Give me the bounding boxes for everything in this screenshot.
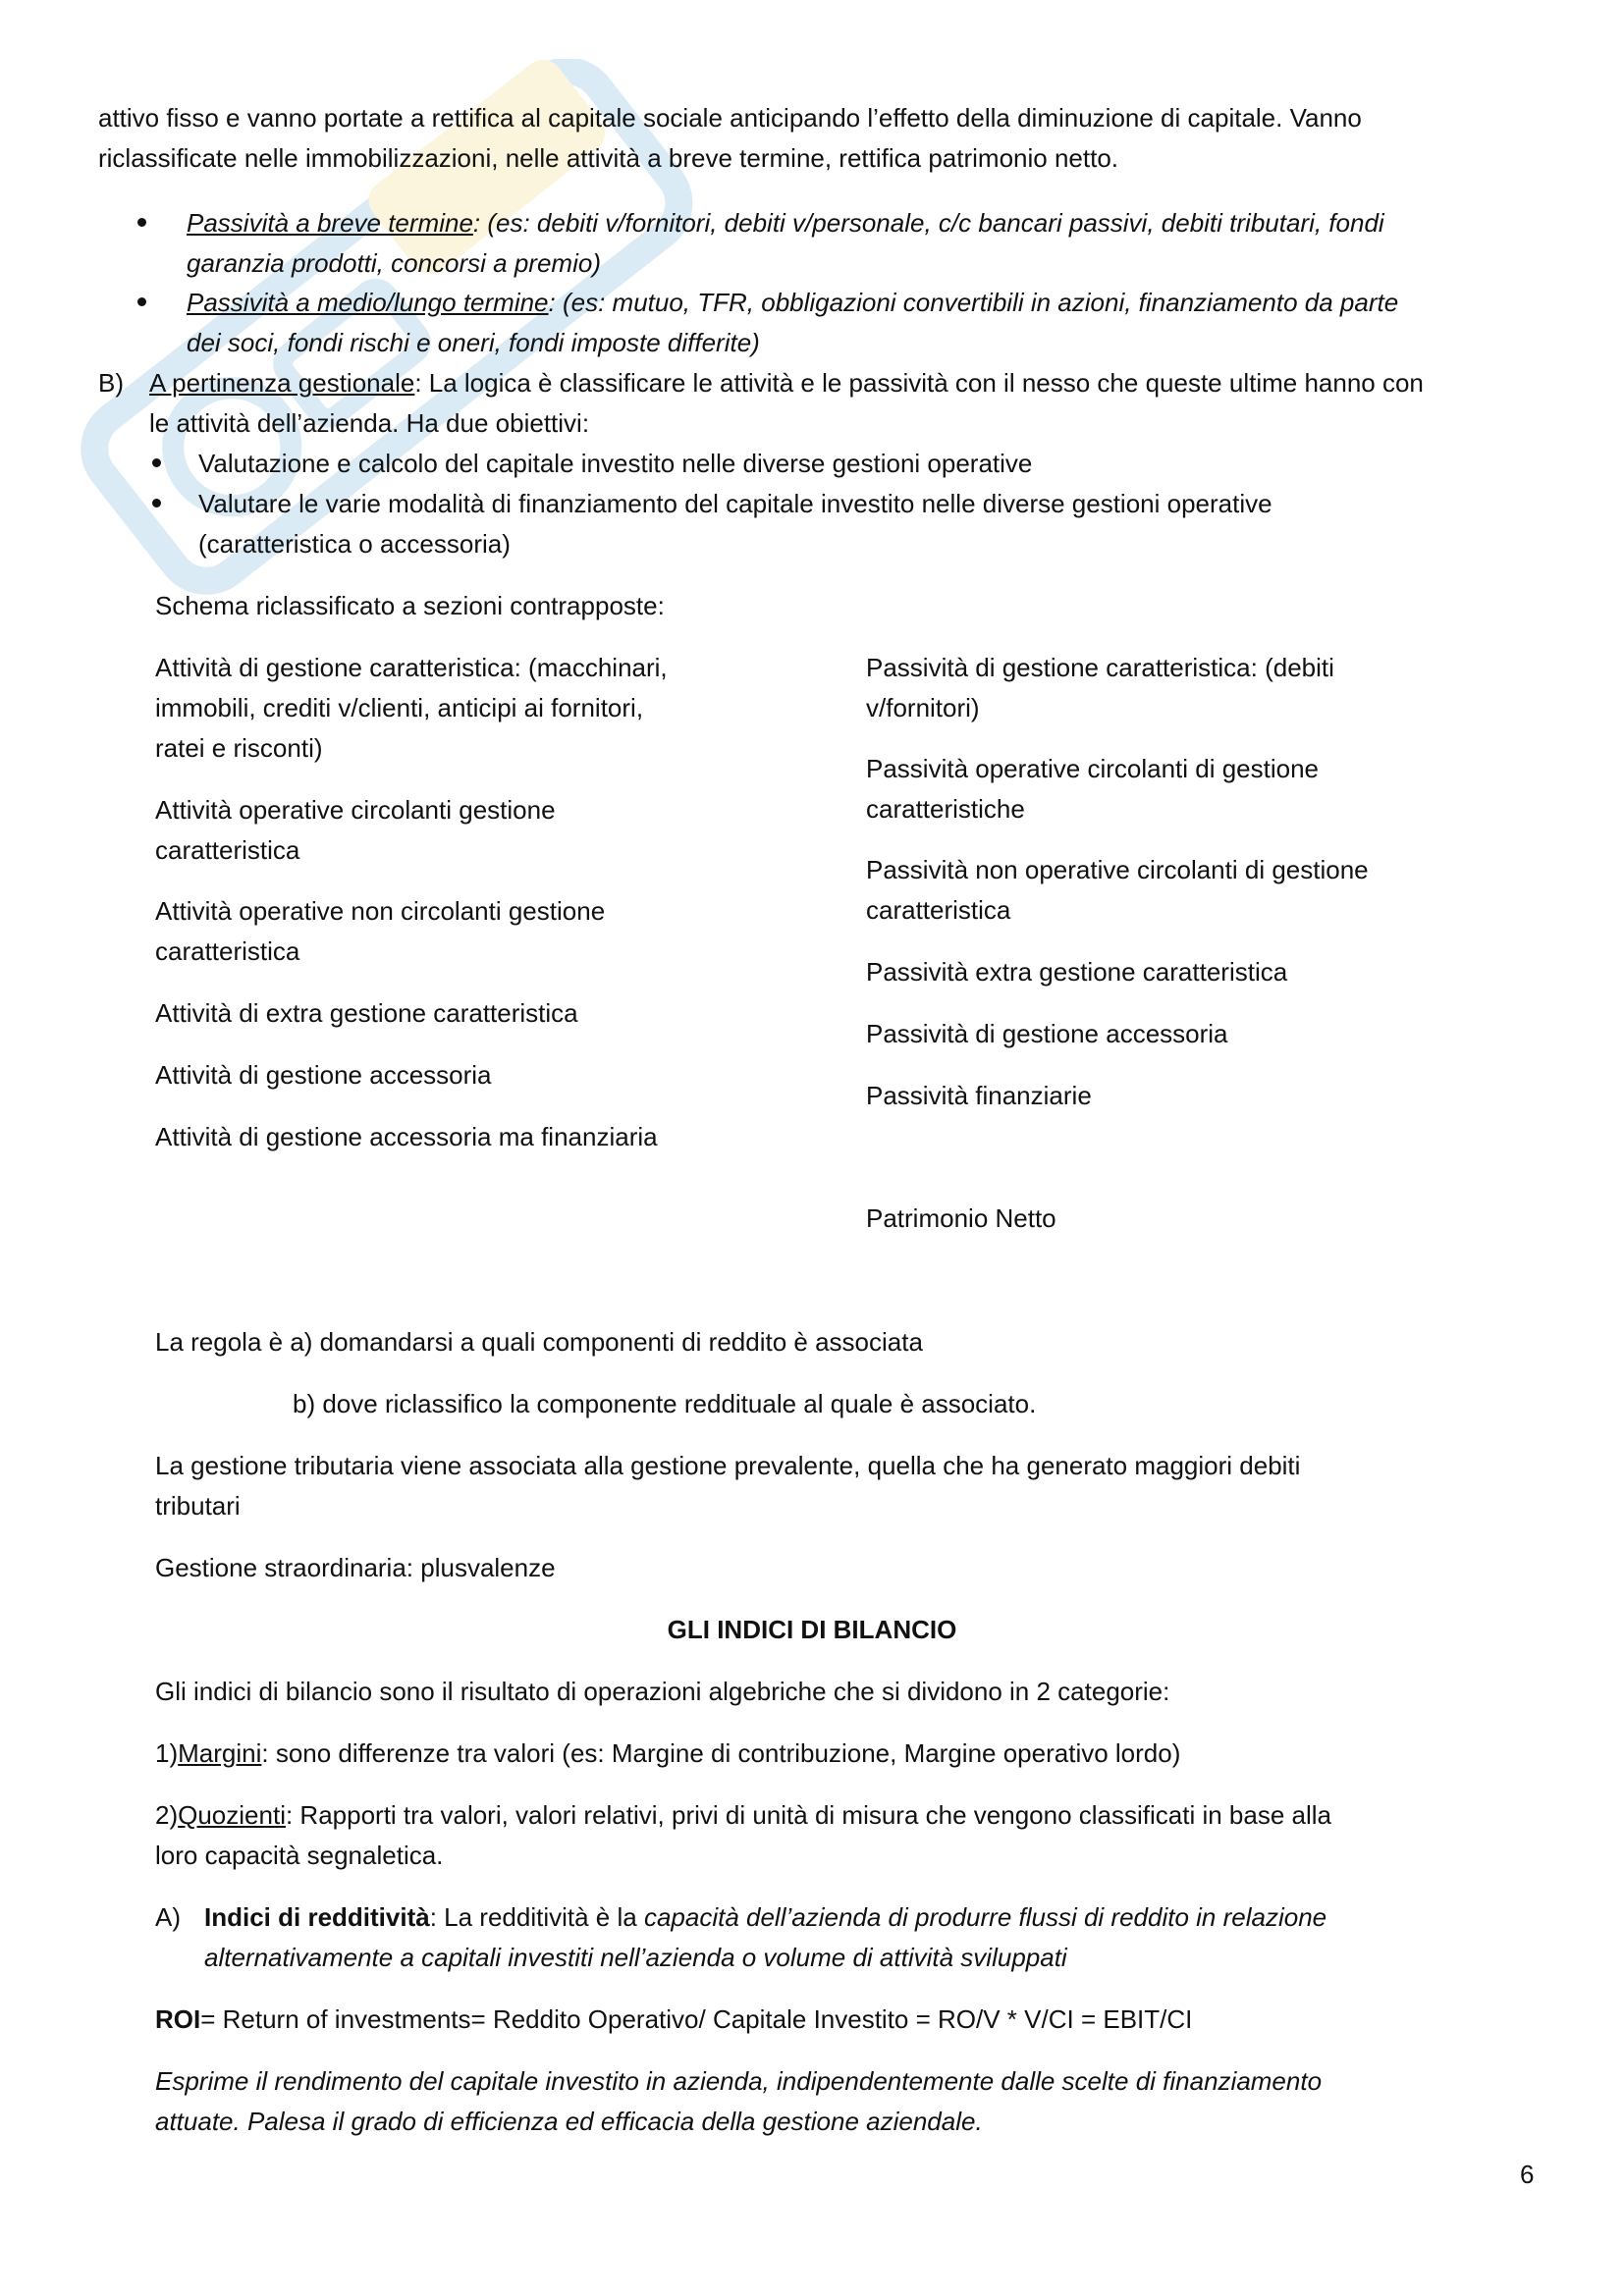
redditivita-label: Indici di redditività <box>204 1902 430 1932</box>
passivita-breve <box>187 203 1384 243</box>
schema-left-item: Attività operative circolanti gestione <box>155 795 556 825</box>
straordinaria: Gestione straordinaria: plusvalenze <box>155 1553 556 1582</box>
bullet-icon <box>152 499 161 507</box>
schema-left-item: Attività di gestione caratteristica: (macchinari, <box>155 653 668 682</box>
roi-label: ROI <box>155 2004 201 2034</box>
bullet-icon <box>137 218 146 227</box>
roi-description-1: Esprime il rendimento del capitale investito in azienda, indipendentemente dalle scelte di finanziamento <box>155 2066 1323 2096</box>
quozienti-label: Quozienti <box>178 1800 286 1830</box>
tributaria-line-2: tributari <box>155 1491 241 1521</box>
bullet-icon <box>137 297 146 306</box>
quozienti-line <box>155 1795 1331 1836</box>
regola-a: La regola è a) domandarsi a quali componenti di reddito è associata <box>155 1327 923 1357</box>
patrimonio-netto: Patrimonio Netto <box>866 1203 1056 1233</box>
margini-rest: : sono differenze tra valori (es: Margine di contribuzione, Margine operativo lordo) <box>261 1738 1181 1768</box>
passivita-breve-rest: : (es: debiti v/fornitori, debiti v/personale, c/c bancari passivi, debiti tributari, fondi <box>472 208 1384 238</box>
roi-description-2: attuate. Palesa il grado di efficienza ed efficacia della gestione aziendale. <box>155 2107 983 2136</box>
schema-left-item: Attività di gestione accessoria ma finanziaria <box>155 1122 658 1151</box>
passivita-breve-line-2: garanzia prodotti, concorsi a premio) <box>187 248 601 278</box>
objective-2-line-2: (caratteristica o accessoria) <box>198 529 511 559</box>
schema-left-item: caratteristica <box>155 936 300 966</box>
passivita-medio-rest: : (es: mutuo, TFR, obbligazioni convertibili in azioni, finanziamento da parte <box>548 288 1399 317</box>
passivita-breve-label: Passività a breve termine <box>187 208 473 238</box>
intro-line-2: riclassificate nelle immobilizzazioni, nelle attività a breve termine, rettifica patrimonio netto. <box>98 143 1118 173</box>
roi-formula: = Return of investments= Reddito Operativo/ Capitale Investito = RO/V * V/CI = EBIT/CI <box>200 2004 1193 2034</box>
schema-title: Schema riclassificato a sezioni contrapposte: <box>155 591 665 620</box>
schema-right-item: Passività di gestione caratteristica: (debiti <box>866 653 1334 682</box>
section-b-rest: : La logica è classificare le attività e le passività con il nesso che queste ultime hanno con <box>414 368 1424 398</box>
quozienti-number: 2) <box>155 1800 179 1830</box>
schema-right-item: Passività finanziarie <box>866 1081 1092 1110</box>
intro-line-1: attivo fisso e vanno portate a rettifica al capitale sociale anticipando l’effetto della diminuzione di capitale. Vanno <box>98 103 1362 133</box>
schema-right-item: Passività extra gestione caratteristica <box>866 957 1288 987</box>
objective-1: Valutazione e calcolo del capitale investito nelle diverse gestioni operative <box>198 449 1033 478</box>
bullet-icon <box>152 458 161 467</box>
objective-2: Valutare le varie modalità di finanziamento del capitale investito nelle diverse gestioni operative <box>198 489 1272 518</box>
passivita-medio-line-2: dei soci, fondi rischi e oneri, fondi imposte differite) <box>187 328 760 357</box>
schema-left-item: ratei e risconti) <box>155 733 323 763</box>
schema-left-item: immobili, crediti v/clienti, anticipi ai fornitori, <box>155 693 644 722</box>
margini-label: Margini <box>178 1738 262 1768</box>
regola-b: b) dove riclassifico la componente reddituale al quale è associato. <box>293 1389 1037 1418</box>
passivita-medio <box>187 283 1398 323</box>
redditivita-marker: A) <box>155 1902 181 1932</box>
section-heading: GLI INDICI DI BILANCIO <box>667 1615 957 1644</box>
indici-intro: Gli indici di bilancio sono il risultato di operazioni algebriche che si dividono in 2 categorie: <box>155 1677 1170 1706</box>
quozienti-rest: : Rapporti tra valori, valori relativi, privi di unità di misura che vengono classificati in base alla <box>285 1800 1332 1830</box>
page-number: 6 <box>1520 2160 1535 2189</box>
margini-line <box>155 1734 1180 1774</box>
section-b-line-2: le attività dell’azienda. Ha due obiettivi: <box>149 408 590 438</box>
schema-right-item: caratteristica <box>866 895 1011 925</box>
schema-right-item: Passività non operative circolanti di gestione <box>866 855 1369 884</box>
redditivita-italic: capacità dell’azienda di produrre flussi di reddito in relazione <box>643 1902 1327 1932</box>
redditivita-rest: : La redditività è la <box>429 1902 644 1932</box>
section-b-marker: B) <box>98 368 124 398</box>
roi-line <box>155 2000 1192 2040</box>
schema-left-item: Attività di gestione accessoria <box>155 1060 492 1090</box>
section-b-line-1 <box>149 363 1424 403</box>
schema-left-item: Attività di extra gestione caratteristica <box>155 998 578 1028</box>
schema-right-item: caratteristiche <box>866 794 1025 824</box>
margini-number: 1) <box>155 1738 179 1768</box>
tributaria-line-1: La gestione tributaria viene associata alla gestione prevalente, quella che ha generato maggiori debiti <box>155 1451 1301 1480</box>
redditivita-line-1 <box>204 1897 1326 1938</box>
passivita-medio-label: Passività a medio/lungo termine <box>187 288 549 317</box>
schema-right-item: v/fornitori) <box>866 693 980 722</box>
schema-right-item: Passività operative circolanti di gestione <box>866 754 1320 783</box>
redditivita-line-2: alternativamente a capitali investiti nell’azienda o volume di attività sviluppati <box>204 1943 1067 1972</box>
schema-left-item: Attività operative non circolanti gestione <box>155 896 606 926</box>
schema-right-item: Passività di gestione accessoria <box>866 1019 1228 1048</box>
quozienti-line-2: loro capacità segnaletica. <box>155 1841 444 1870</box>
schema-left-item: caratteristica <box>155 835 300 865</box>
section-b-title: A pertinenza gestionale <box>149 368 415 398</box>
